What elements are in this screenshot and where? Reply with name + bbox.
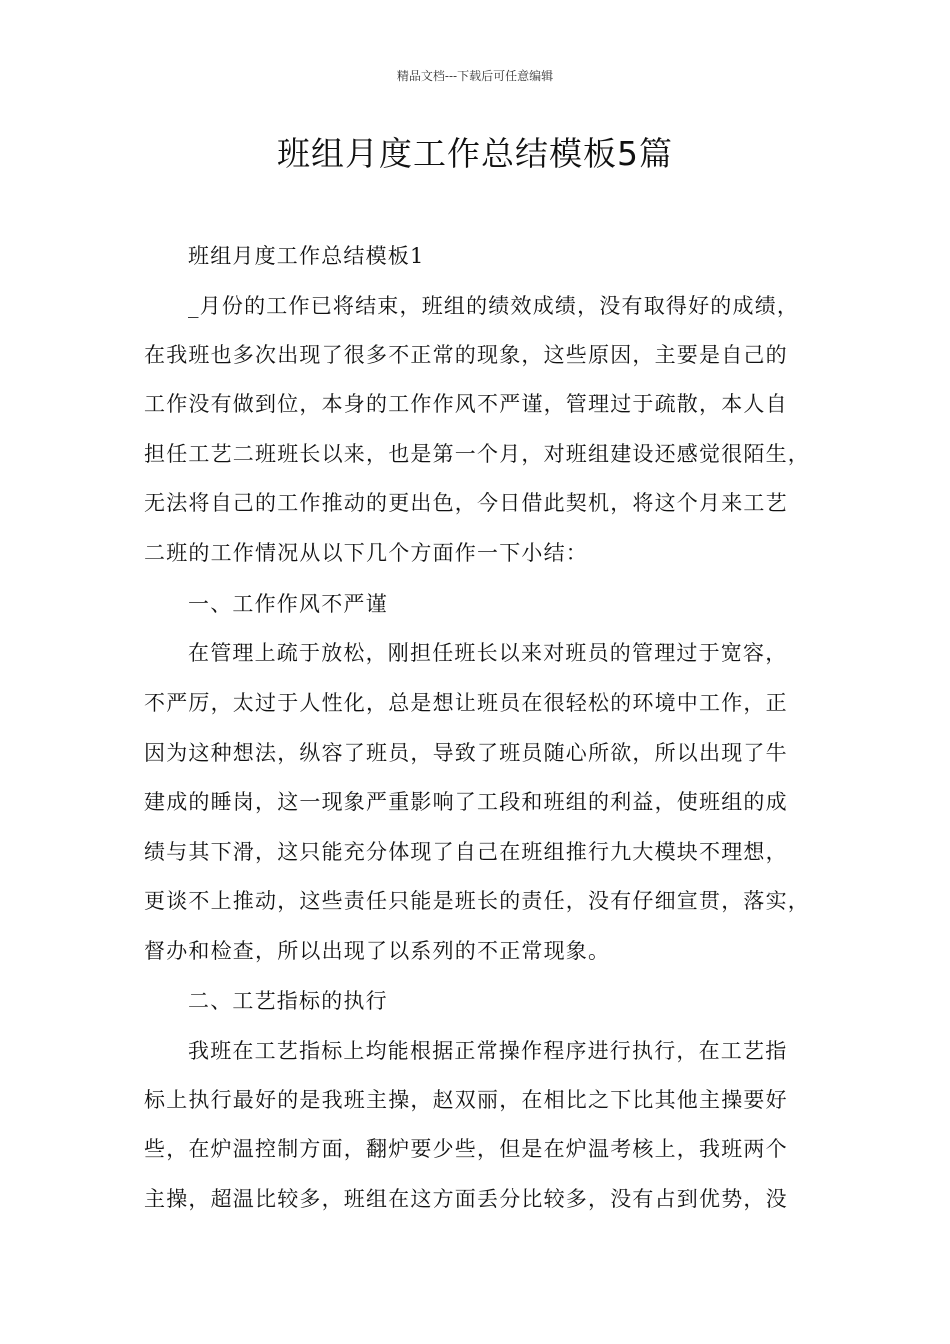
paragraph-line: 更谈不上推动，这些责任只能是班长的责任，没有仔细宣贯，落实，	[144, 889, 810, 913]
paragraph-line: 建成的睡岗，这一现象严重影响了工段和班组的利益，使班组的成	[144, 790, 788, 814]
section-heading: 二、工艺指标的执行	[188, 989, 388, 1013]
section-heading: 一、工作作风不严谨	[188, 592, 388, 616]
paragraph-line: 在我班也多次出现了很多不正常的现象，这些原因，主要是自己的	[144, 343, 788, 367]
paragraph-line: 不严厉，太过于人性化，总是想让班员在很轻松的环境中工作，正	[144, 691, 788, 715]
paragraph-line: 无法将自己的工作推动的更出色，今日借此契机，将这个月来工艺	[144, 491, 788, 515]
paragraph-line: 标上执行最好的是我班主操，赵双丽，在相比之下比其他主操要好	[144, 1088, 788, 1112]
header-note: 精品文档---下载后可任意编辑	[396, 69, 554, 83]
paragraph-line: 我班在工艺指标上均能根据正常操作程序进行执行，在工艺指	[188, 1039, 788, 1063]
document-title: 班组月度工作总结模板5篇	[277, 134, 673, 173]
paragraph-line: 工作没有做到位，本身的工作作风不严谨，管理过于疏散，本人自	[144, 392, 788, 416]
paragraph-line: 督办和检查，所以出现了以系列的不正常现象。	[144, 939, 611, 963]
paragraph-line: _月份的工作已将结束，班组的绩效成绩，没有取得好的成绩，	[188, 294, 800, 318]
section-heading: 班组月度工作总结模板1	[188, 244, 425, 268]
paragraph-line: 主操，超温比较多，班组在这方面丢分比较多，没有占到优势，没	[144, 1187, 788, 1211]
paragraph-line: 因为这种想法，纵容了班员，导致了班员随心所欲，所以出现了牛	[144, 741, 788, 765]
paragraph-line: 些，在炉温控制方面，翻炉要少些，但是在炉温考核上，我班两个	[144, 1137, 788, 1161]
paragraph-line: 二班的工作情况从以下几个方面作一下小结：	[144, 541, 588, 565]
paragraph-line: 担任工艺二班班长以来，也是第一个月，对班组建设还感觉很陌生，	[144, 442, 810, 466]
paragraph-line: 在管理上疏于放松，刚担任班长以来对班员的管理过于宽容，	[188, 641, 788, 665]
paragraph-line: 绩与其下滑，这只能充分体现了自己在班组推行九大模块不理想，	[144, 840, 788, 864]
